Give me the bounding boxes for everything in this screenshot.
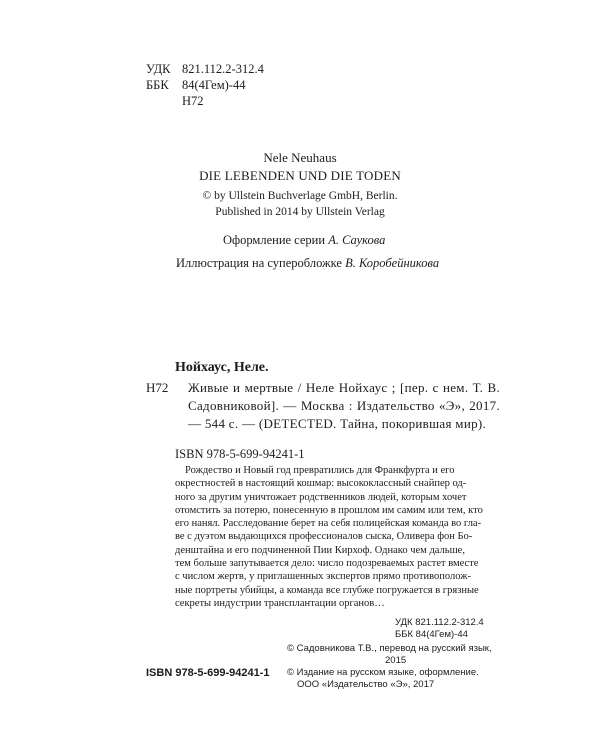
annotation-line: Рождество и Новый год превратились для Франкфурта и его <box>185 465 455 476</box>
credit-label: Оформление серии <box>223 233 326 247</box>
annotation-line: секреты индустрии трансплантации органов… <box>175 597 385 609</box>
annotation-line: ве с дуэтом выдающихся профессионалов сыска, Оливера фон Бо- <box>175 531 473 543</box>
original-publication: Published in 2014 by Ullstein Verlag <box>215 206 385 218</box>
record-isbn: ISBN 978-5-699-94241-1 <box>175 447 305 461</box>
annotation-line: ного за другим уничтожает родственников людей, которым хочет <box>175 491 467 503</box>
classification-code: ББК <box>146 78 169 92</box>
classification-code: УДК <box>395 617 413 628</box>
classification-code: ББК <box>395 629 414 640</box>
annotation-line: отомстить за потерю, понесенную в прошлом им самим или тем, кто <box>175 504 483 516</box>
classification-block-top <box>146 61 264 109</box>
rights-line: ООО «Издательство «Э», 2017 <box>297 679 435 690</box>
original-author: Nele Neuhaus <box>263 150 337 165</box>
isbn-bottom: ISBN 978-5-699-94241-1 <box>146 667 270 679</box>
classification-row <box>146 93 264 109</box>
classification-row <box>146 61 264 77</box>
annotation-line: ные портреты убийцы, а команда все глубже погружается в грязные <box>175 584 479 596</box>
original-title: DIE LEBENDEN UND DIE TODEN <box>199 168 401 183</box>
classification-value: 84(4Гем)-44 <box>415 629 468 640</box>
classification-value: 821.112.2-312.4 <box>415 617 484 628</box>
classification-code: УДК <box>146 62 171 76</box>
credit-name: А. Саукова <box>328 233 386 247</box>
author-mark: Н72 <box>182 94 204 108</box>
original-copyright: © by Ullstein Buchverlage GmbH, Berlin. <box>202 190 398 202</box>
classification-row <box>395 629 484 641</box>
rights-line: 2015 <box>385 655 407 666</box>
classification-block-bottom <box>395 617 484 641</box>
classification-row <box>146 77 264 93</box>
classification-value: 84(4Гем)-44 <box>182 78 246 92</box>
annotation <box>175 464 483 610</box>
series-design-credit <box>223 233 385 248</box>
annotation-line: окрестностей в настоящий кошмар: высококлассный снайпер од- <box>175 478 467 490</box>
record-code: Н72 <box>146 380 169 395</box>
annotation-line: тем больше запутывается дело: число подозреваемых растет вместе <box>175 558 479 570</box>
credit-label: Иллюстрация на суперобложке <box>176 256 342 270</box>
rights-line: © Издание на русском языке, оформление. <box>287 667 479 678</box>
record-description: Живые и мертвые / Неле Нойхаус ; [пер. с нем. Т. В. Садовниковой]. — Москва : Издательство «Э», 2017. — 544 с. — (DETECTED. Тайна, покорившая мир). <box>188 380 500 431</box>
credit-name: В. Коробейникова <box>345 256 440 270</box>
illustration-credit <box>176 256 439 271</box>
classification-code <box>146 93 182 109</box>
rights-line: © Садовникова Т.В., перевод на русский язык, <box>287 643 492 654</box>
annotation-line: его нанял. Расследование берет на себя полицейская команда во гла- <box>175 518 482 530</box>
rights-block <box>287 643 492 691</box>
annotation-line: с числом жертв, у приглашенных экспертов прямо противополож- <box>175 571 471 583</box>
classification-row <box>395 617 484 629</box>
classification-value: 821.112.2-312.4 <box>182 62 264 76</box>
record-heading: Нойхаус, Неле. <box>175 360 269 375</box>
annotation-line: денштайна и его подчиненной Пии Кирхоф. Однако чем дальше, <box>175 544 465 556</box>
